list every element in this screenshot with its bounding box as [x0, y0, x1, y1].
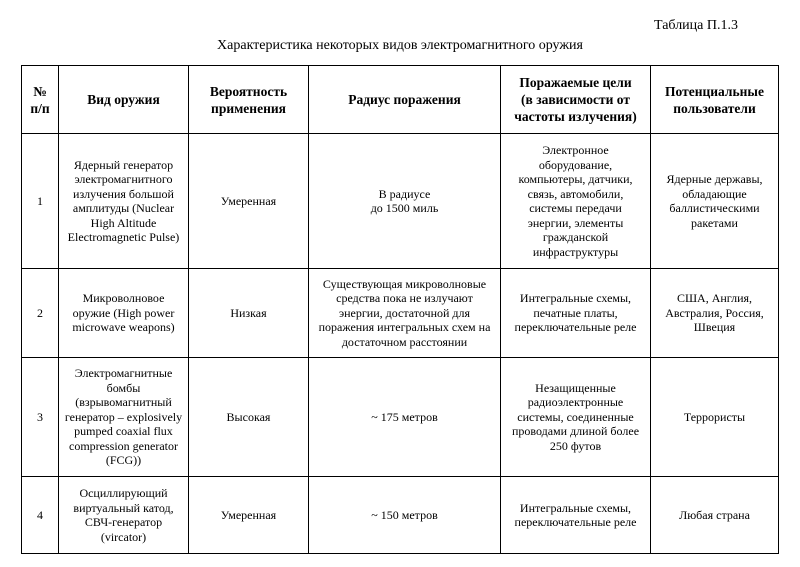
- cell-line: 250 футов: [549, 438, 602, 453]
- radius-cell: [309, 134, 501, 269]
- cell-line: переключательные реле: [514, 320, 637, 335]
- probability-cell: [189, 358, 309, 477]
- cell-line: ~ 175 метров: [371, 409, 438, 424]
- cell-line: (взрывомагнитный: [75, 395, 172, 410]
- cell-line: Низкая: [230, 305, 267, 320]
- row-number: 2: [22, 269, 59, 358]
- cell-line: излучения большой: [73, 186, 174, 201]
- cell-line: баллистическими: [669, 201, 760, 215]
- cell-line: Швеция: [693, 320, 736, 335]
- table-caption: Характеристика некоторых видов электромагнитного оружия: [217, 38, 583, 53]
- weapon-type-cell: [59, 134, 189, 269]
- cell-line: В радиусе: [378, 186, 431, 201]
- table-row: [22, 134, 779, 269]
- cell-line: связь, автомобили,: [527, 186, 624, 201]
- cell-line: энергии, элементы: [527, 215, 624, 230]
- weapon-type-cell: [59, 269, 189, 358]
- cell-line: поражения интегральных схем на: [318, 320, 491, 335]
- cell-line: переключательные реле: [514, 515, 637, 529]
- cell-line: ~ 150 метров: [371, 507, 438, 522]
- cell-line: Любая страна: [679, 507, 750, 522]
- probability-cell: [189, 477, 309, 554]
- users-cell: [651, 358, 779, 477]
- cell-line: pumped coaxial flux: [74, 424, 173, 439]
- cell-line: энергии, достаточной для: [338, 305, 471, 320]
- cell-line: достаточном расстоянии: [341, 334, 468, 349]
- cell-line: системы передачи: [529, 201, 622, 215]
- cell-line: гражданской: [542, 230, 609, 244]
- users-cell: [651, 269, 779, 358]
- header-number: № п/п: [22, 66, 59, 134]
- weapon-type-cell: [59, 358, 189, 477]
- table-row: [22, 477, 779, 554]
- cell-line: электромагнитного: [74, 172, 173, 186]
- cell-line: (FCG)): [105, 453, 142, 468]
- users-cell: [651, 134, 779, 269]
- cell-line: Ядерные державы,: [666, 172, 763, 186]
- header-row: [22, 66, 779, 134]
- cell-line: печатные платы,: [533, 305, 618, 320]
- cell-line: Микроволновое: [82, 291, 165, 306]
- table-number: Таблица П.1.3: [654, 18, 738, 33]
- radius-cell: [309, 358, 501, 477]
- cell-line: compression generator: [69, 438, 178, 453]
- cell-line: проводами длиной более: [511, 424, 640, 439]
- cell-line: ракетами: [691, 215, 738, 230]
- users-cell: [651, 477, 779, 554]
- cell-line: Электромагнитные: [74, 366, 173, 381]
- cell-line: microwave weapons): [72, 320, 175, 335]
- cell-line: Интегральные схемы,: [519, 291, 632, 306]
- cell-line: Осциллирующий: [79, 486, 168, 500]
- cell-line: Умеренная: [220, 193, 277, 208]
- targets-cell: [501, 134, 651, 269]
- probability-cell: [189, 134, 309, 269]
- row-number: 4: [22, 477, 59, 554]
- cell-line: Умеренная: [220, 507, 277, 522]
- cell-line: радиоэлектронные: [527, 395, 624, 410]
- header-probability: Вероятность применения: [189, 66, 309, 134]
- cell-line: Интегральные схемы,: [519, 500, 632, 515]
- row-number: 1: [22, 134, 59, 269]
- row-number: 3: [22, 358, 59, 477]
- cell-line: оборудование,: [538, 157, 613, 172]
- cell-line: Террористы: [683, 409, 746, 424]
- targets-cell: [501, 358, 651, 477]
- weapons-table: [21, 65, 779, 554]
- header-users: Потенциальные пользователи: [651, 66, 779, 134]
- table-row: [22, 269, 779, 358]
- cell-line: бомбы: [106, 380, 141, 395]
- header-weapon-type: Вид оружия: [59, 66, 189, 134]
- cell-line: (vircator): [100, 529, 147, 544]
- cell-line: средства пока не излучают: [336, 291, 473, 306]
- targets-cell: [501, 477, 651, 554]
- cell-line: Ядерный генератор: [73, 157, 174, 172]
- cell-line: генератор – explosively: [64, 409, 183, 424]
- cell-line: СВЧ-генератор: [84, 515, 163, 529]
- cell-line: США, Англия,: [676, 291, 753, 306]
- header-targets: Поражаемые цели (в зависимости от частоты излучения): [501, 66, 651, 134]
- radius-cell: [309, 269, 501, 358]
- cell-line: Незащищенные: [535, 380, 616, 395]
- cell-line: Electromagnetic Pulse): [67, 230, 180, 244]
- cell-line: Существующая микроволновые: [322, 276, 487, 291]
- cell-line: оружие (High power: [72, 305, 175, 320]
- cell-line: Высокая: [226, 409, 271, 424]
- targets-cell: [501, 269, 651, 358]
- cell-line: Австралия, Россия,: [665, 305, 764, 320]
- cell-line: Электронное: [542, 143, 609, 157]
- cell-line: компьютеры, датчики,: [518, 172, 633, 186]
- header-radius: Радиус поражения: [309, 66, 501, 134]
- cell-line: амплитуды (Nuclear: [72, 201, 175, 215]
- cell-line: инфраструктуры: [532, 244, 619, 259]
- cell-line: High Altitude: [90, 215, 157, 230]
- radius-cell: [309, 477, 501, 554]
- cell-line: системы, соединенные: [517, 409, 634, 424]
- cell-line: виртуальный катод,: [73, 500, 174, 515]
- probability-cell: [189, 269, 309, 358]
- table-row: [22, 358, 779, 477]
- weapon-type-cell: [59, 477, 189, 554]
- cell-line: обладающие: [682, 186, 747, 201]
- cell-line: до 1500 миль: [370, 201, 439, 215]
